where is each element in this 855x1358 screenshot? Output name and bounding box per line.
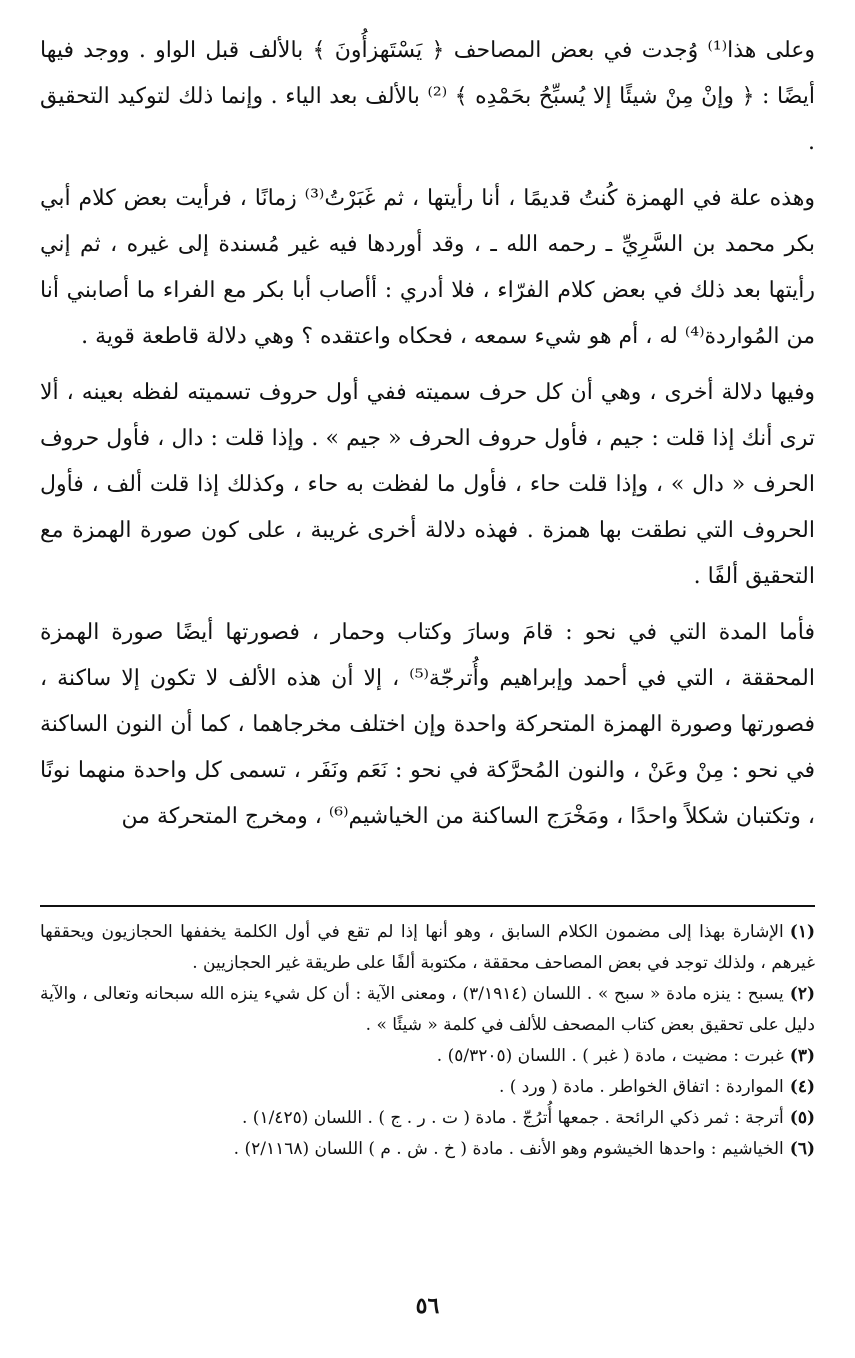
footnote-separator — [40, 905, 815, 907]
footnote-text: الإشارة بهذا إلى مضمون الكلام السابق ، وهو أنها إذا لم تقع في أول الكلمة يخففها الحجازيون ويحققها غيرهم ، ولذلك توجد في بعض المصاحف محققة ، مكتوبة ألفًا على طريقة غير الحجازيين . — [40, 922, 815, 973]
footnote-2 — [40, 979, 815, 1041]
footnote-text: يسبح : ينزه مادة « سبح » . اللسان (٣/١٩١٤) ، ومعنى الآية : أن كل شيء ينزه الله سبحانه وتعالى ، والآية دليل على تحقيق بعض كتاب المصحف للألف في كلمة « شيئًا » . — [40, 984, 815, 1035]
paragraph-1: وعلى هذا⁽¹⁾ وُجدت في بعض المصاحف ﴿ يَسْتَهزأُونَ ﴾ بالألف قبل الواو . ووجد فيها أيضًا : ﴿ وإنْ مِنْ شيئًا إلا يُسبِّحُ بحَمْدِه ﴾ ⁽²⁾ بالألف بعد الياء . وإنما ذلك لتوكيد التحقيق . — [40, 38, 816, 155]
footnote-5 — [40, 1103, 815, 1134]
footnote-3 — [40, 1041, 815, 1072]
footnotes — [40, 917, 815, 1165]
footnote-text: المواردة : اتفاق الخواطر . مادة ( ورد ) . — [498, 1077, 784, 1097]
footnote-1 — [40, 917, 815, 979]
footnote-text: الخياشيم : واحدها الخيشوم وهو الأنف . مادة ( خ . ش . م ) اللسان (٢/١١٦٨) . — [233, 1139, 784, 1159]
footnote-4 — [40, 1072, 815, 1103]
footnote-text: أترجة : ثمر ذكي الرائحة . جمعها أُترُجّ . مادة ( ت . ر . ج ) . اللسان (١/٤٢٥) . — [242, 1108, 784, 1128]
footnote-number: (٣) — [789, 1046, 815, 1066]
footnote-6 — [40, 1134, 815, 1165]
footnote-number: (٤) — [789, 1077, 815, 1097]
paragraph-2: وهذه علة في الهمزة كُنتُ قديمًا ، أنا رأيتها ، ثم غَبَرْتُ⁽³⁾ زمانًا ، فرأيت بعض كلام أبي بكر محمد بن السَّرِيِّ ـ رحمه الله ـ ، وقد أوردها فيه غير مُسندة إلى غيره ، ثم إني رأيتها بعد ذلك في بعض كلام الفرّاء ، فلا أدري : أأصاب أبا بكر مع الفراء ما أصابني أنا من المُواردة⁽⁴⁾ له ، أم هو شيء سمعه ، فحكاه واعتقده ؟ وهي دلالة قاطعة قوية . — [40, 186, 815, 349]
main-text — [40, 28, 815, 850]
footnote-number: (٥) — [789, 1108, 815, 1128]
footnote-number: (٦) — [789, 1139, 815, 1159]
footnote-number: (١) — [789, 922, 815, 942]
footnote-number: (٢) — [789, 984, 815, 1004]
page-number: ٥٦ — [415, 1293, 440, 1319]
footnote-text: غبرت : مضيت ، مادة ( غبر ) . اللسان (٥/٣٢٠٥) . — [436, 1046, 784, 1066]
paragraph-3: وفيها دلالة أخرى ، وهي أن كل حرف سميته ففي أول حروف تسميته لفظه بعينه ، ألا ترى أنك إذا قلت : جيم ، فأول حروف الحرف « جيم » . وإذا قلت : دال ، فأول حروف الحرف « دال » ، وإذا قلت حاء ، فأول ما لفظت به حاء ، وكذلك إذا قلت ألف ، فأول الحروف التي نطقت بها همزة . فهذه دلالة أخرى غريبة ، على كون صورة الهمزة مع التحقيق ألفًا . — [40, 380, 815, 589]
paragraph-4: فأما المدة التي في نحو : قامَ وسارَ وكتاب وحمار ، فصورتها أيضًا صورة الهمزة المحققة ، التي في أحمد وإبراهيم وأُترجّة⁽⁵⁾ ، إلا أن هذه الألف لا تكون إلا ساكنة ، فصورتها وصورة الهمزة المتحركة واحدة وإن اختلف مخرجاهما ، كما أن النون الساكنة في نحو : مِنْ وعَنْ ، والنون المُحرَّكة في نحو : نَعَم ونَفَر ، تسمى كل واحدة منهما نونًا ، وتكتبان شكلاً واحدًا ، ومَخْرَج الساكنة من الخياشيم⁽⁶⁾ ، ومخرج المتحركة من — [40, 620, 815, 829]
